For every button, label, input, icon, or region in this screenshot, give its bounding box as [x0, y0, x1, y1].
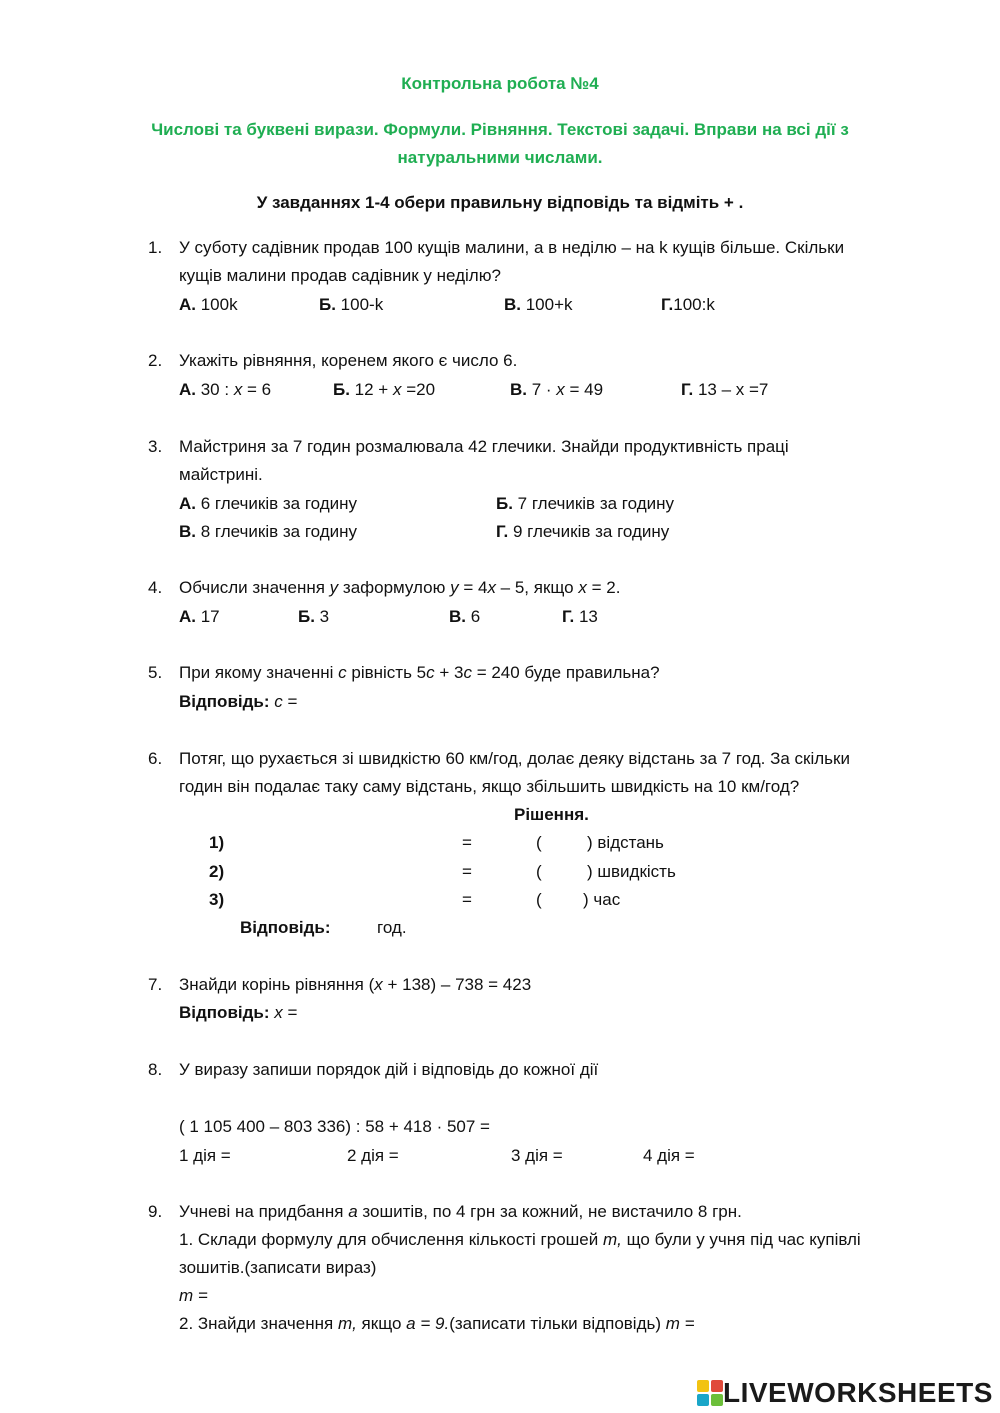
- option-a[interactable]: А. 6 глечиків за годину: [179, 494, 358, 513]
- option-c[interactable]: В. 7 · x = 49: [510, 380, 604, 399]
- option-b[interactable]: Б. 12 + x =20: [333, 380, 436, 399]
- question-number: 6.: [148, 749, 163, 768]
- action-3-answer[interactable]: 3 дія =: [511, 1146, 563, 1165]
- question-text: майстрині.: [179, 465, 263, 484]
- question-text: Потяг, що рухається зі швидкістю 60 км/год, долає деяку відстань за 7 год. За скільки: [179, 749, 850, 768]
- solution-label: Рішення.: [514, 805, 589, 824]
- step-unit: ) час: [583, 890, 621, 909]
- option-a[interactable]: А. 17: [179, 607, 220, 626]
- option-d[interactable]: Г.100:k: [661, 295, 715, 314]
- action-4-answer[interactable]: 4 дія =: [643, 1146, 695, 1165]
- step-open-paren: (: [536, 890, 542, 909]
- question-number: 9.: [148, 1202, 163, 1221]
- step-number: 3): [209, 890, 225, 909]
- question-number: 2.: [148, 351, 163, 370]
- step-open-paren: (: [536, 833, 542, 852]
- worksheet-title: Контрольна робота №4: [401, 74, 599, 93]
- action-1-answer[interactable]: 1 дія =: [179, 1146, 231, 1165]
- subtask-1-answer[interactable]: m =: [179, 1286, 208, 1305]
- question-number: 5.: [148, 663, 163, 682]
- option-d[interactable]: Г. 9 глечиків за годину: [496, 522, 670, 541]
- question-number: 7.: [148, 975, 163, 994]
- option-c[interactable]: В. 6: [449, 607, 481, 626]
- subtask-1: 1. Склади формулу для обчислення кількості грошей m, що були у учня під час купівлі: [179, 1230, 861, 1249]
- question-text: Майстриня за 7 годин розмалювала 42 глечики. Знайди продуктивність праці: [179, 437, 789, 456]
- answer-unit[interactable]: год.: [377, 918, 407, 937]
- question-text: Укажіть рівняння, коренем якого є число 6.: [179, 351, 518, 370]
- question-number: 4.: [148, 578, 163, 597]
- question-text: У суботу садівник продав 100 кущів малини, а в неділю – на k кущів більше. Скільки: [179, 238, 845, 257]
- question-number: 8.: [148, 1060, 163, 1079]
- step-number: 1): [209, 833, 225, 852]
- subtask-1-line2: зошитів.(записати вираз): [179, 1258, 377, 1277]
- option-b[interactable]: Б. 7 глечиків за годину: [496, 494, 674, 513]
- option-c[interactable]: В. 100+k: [504, 295, 573, 314]
- question-text: годин він подалає таку саму відстань, якщо збільшить швидкість на 10 км/год?: [179, 777, 800, 796]
- option-a[interactable]: А. 100k: [179, 295, 238, 314]
- step-equals: =: [462, 833, 472, 852]
- option-b[interactable]: Б. 100-k: [319, 295, 384, 314]
- expression: ( 1 105 400 – 803 336) : 58 + 418 · 507 =: [179, 1117, 490, 1136]
- question-text: При якому значенні с рівність 5с + 3с = 240 буде правильна?: [179, 663, 660, 682]
- question-number: 1.: [148, 238, 163, 257]
- action-2-answer[interactable]: 2 дія =: [347, 1146, 399, 1165]
- option-b[interactable]: Б. 3: [298, 607, 330, 626]
- answer-label: Відповідь:: [240, 918, 331, 937]
- answer-line[interactable]: Відповідь: с =: [179, 692, 298, 711]
- liveworksheets-brand-text: LIVEWORKSHEETS: [723, 1377, 993, 1408]
- option-d[interactable]: Г. 13: [562, 607, 598, 626]
- step-unit: ) швидкість: [587, 862, 676, 881]
- instruction: У завданнях 1-4 обери правильну відповідь та відміть + .: [256, 193, 744, 212]
- worksheet-subtitle-line1: Числові та буквені вирази. Формули. Рівняння. Текстові задачі. Вправи на всі дії з: [151, 120, 849, 139]
- step-unit: ) відстань: [587, 833, 664, 852]
- option-c[interactable]: В. 8 глечиків за годину: [179, 522, 358, 541]
- answer-line[interactable]: Відповідь: х =: [179, 1003, 298, 1022]
- option-a[interactable]: А. 30 : x = 6: [179, 380, 272, 399]
- liveworksheets-logo-icon: [697, 1380, 723, 1406]
- question-text: Учневі на придбання а зошитів, по 4 грн за кожний, не вистачило 8 грн.: [179, 1202, 742, 1221]
- question-text: кущів малини продав садівник у неділю?: [179, 266, 501, 285]
- worksheet-subtitle-line2: натуральними числами.: [397, 148, 603, 167]
- step-equals: =: [462, 890, 472, 909]
- step-open-paren: (: [536, 862, 542, 881]
- option-d[interactable]: Г. 13 – x =7: [681, 380, 769, 399]
- step-number: 2): [209, 862, 225, 881]
- question-text: У виразу запиши порядок дій і відповідь до кожної дії: [179, 1060, 599, 1079]
- question-text: Обчисли значення у заформулою у = 4х – 5, якщо х = 2.: [179, 578, 621, 597]
- liveworksheets-logo: [697, 1377, 993, 1408]
- step-equals: =: [462, 862, 472, 881]
- subtask-2[interactable]: 2. Знайди значення m, якщо а = 9.(записати тільки відповідь) m =: [179, 1314, 695, 1333]
- question-text: Знайди корінь рівняння (х + 138) – 738 = 423: [179, 975, 532, 994]
- question-number: 3.: [148, 437, 163, 456]
